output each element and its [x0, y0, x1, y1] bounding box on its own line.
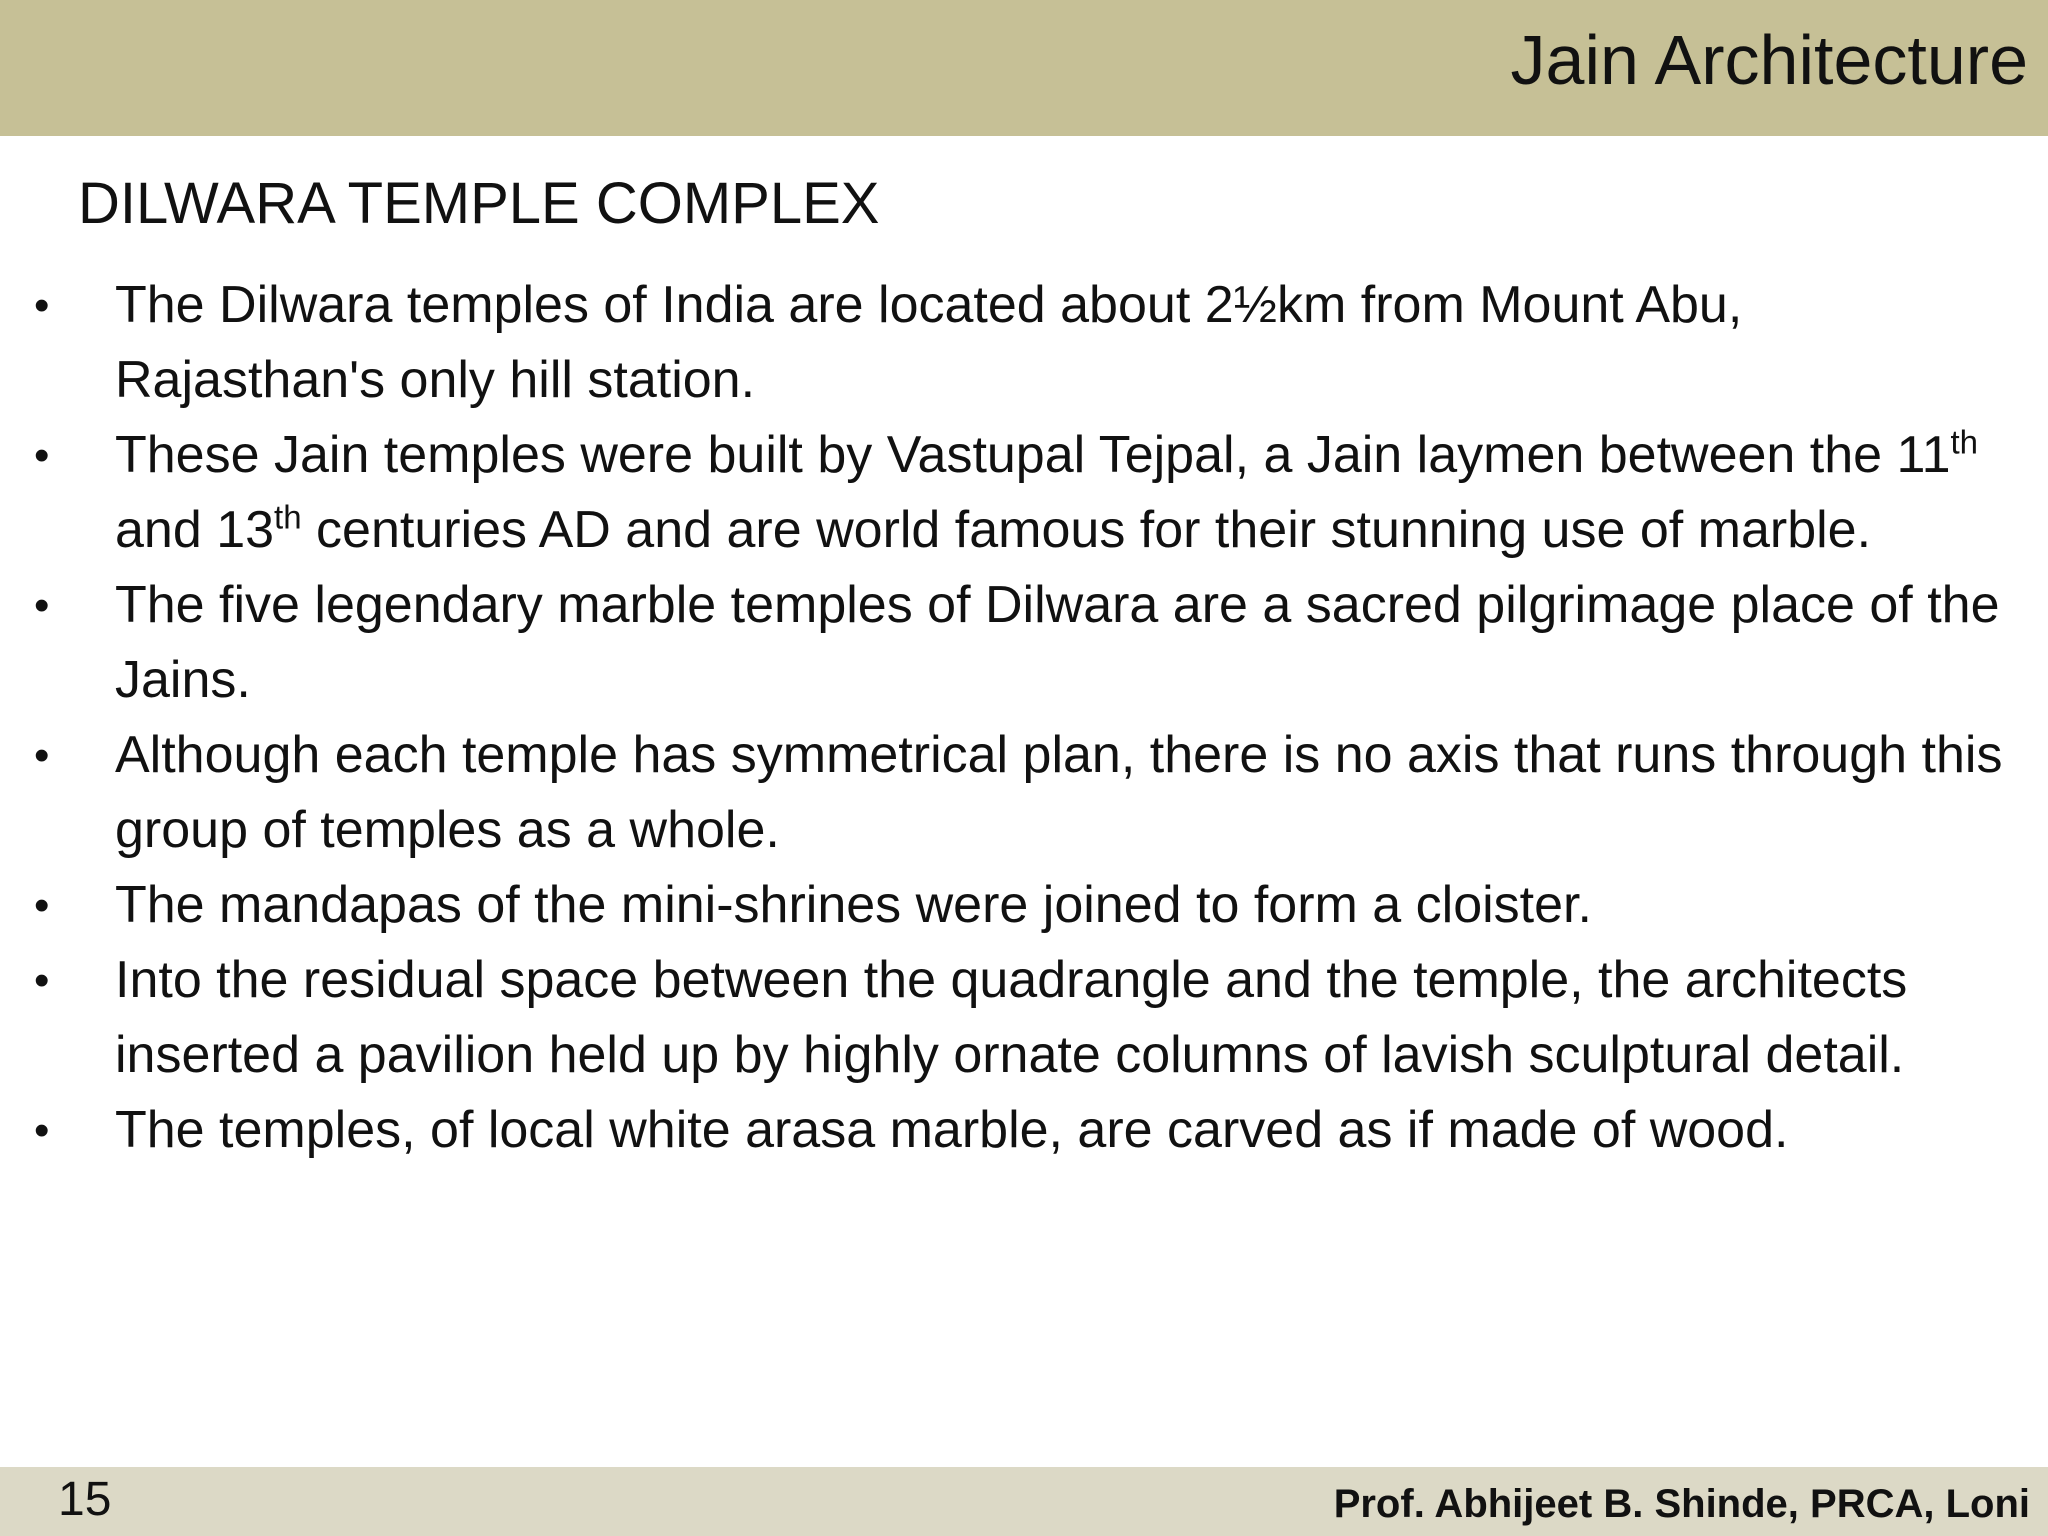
- bullet-text: These Jain temples were built by Vastupal Tejpal, a Jain laymen between the 11: [115, 426, 1951, 484]
- bullet-item: [0, 718, 2048, 868]
- slide-heading: Jain Architecture: [1510, 21, 2028, 99]
- bullet-dot: •: [34, 731, 50, 780]
- bullet-text: and 13: [115, 501, 275, 559]
- bullet-text: The Dilwara temples of India are located about 2½km from Mount Abu, Rajasthan's only hill station.: [115, 276, 1743, 409]
- bullet-item: [0, 568, 2048, 718]
- bullet-dot: •: [34, 581, 50, 630]
- bullet-dot: •: [34, 881, 50, 930]
- section-title: DILWARA TEMPLE COMPLEX: [78, 171, 880, 236]
- bullet-item: [0, 868, 2048, 943]
- page-number: 15: [58, 1473, 112, 1526]
- superscript: th: [1950, 423, 1979, 461]
- bullet-list: [0, 268, 2048, 1168]
- bullet-dot: •: [34, 281, 50, 330]
- bullet-item: [0, 943, 2048, 1093]
- bullet-text: Into the residual space between the quadrangle and the temple, the architects inserted a pavilion held up by highly ornate columns of lavish sculptural detail.: [115, 951, 1908, 1084]
- bullet-dot: •: [34, 956, 50, 1005]
- bullet-text: The mandapas of the mini-shrines were joined to form a cloister.: [115, 876, 1592, 934]
- bullet-item: [0, 1093, 2048, 1168]
- bullet-item: [0, 268, 2048, 418]
- bullet-text: Although each temple has symmetrical plan, there is no axis that runs through this group of temples as a whole.: [115, 726, 2003, 859]
- bullet-text: The temples, of local white arasa marble, are carved as if made of wood.: [115, 1101, 1789, 1159]
- bullet-dot: •: [34, 1106, 50, 1155]
- bullet-text: centuries AD and are world famous for their stunning use of marble.: [301, 501, 1872, 559]
- superscript: th: [274, 498, 302, 536]
- footer-credit: Prof. Abhijeet B. Shinde, PRCA, Loni: [1333, 1482, 2030, 1526]
- bullet-item: [0, 418, 2048, 568]
- bullet-dot: •: [34, 431, 50, 480]
- bullet-text: The five legendary marble temples of Dilwara are a sacred pilgrimage place of the Jains.: [115, 576, 2000, 709]
